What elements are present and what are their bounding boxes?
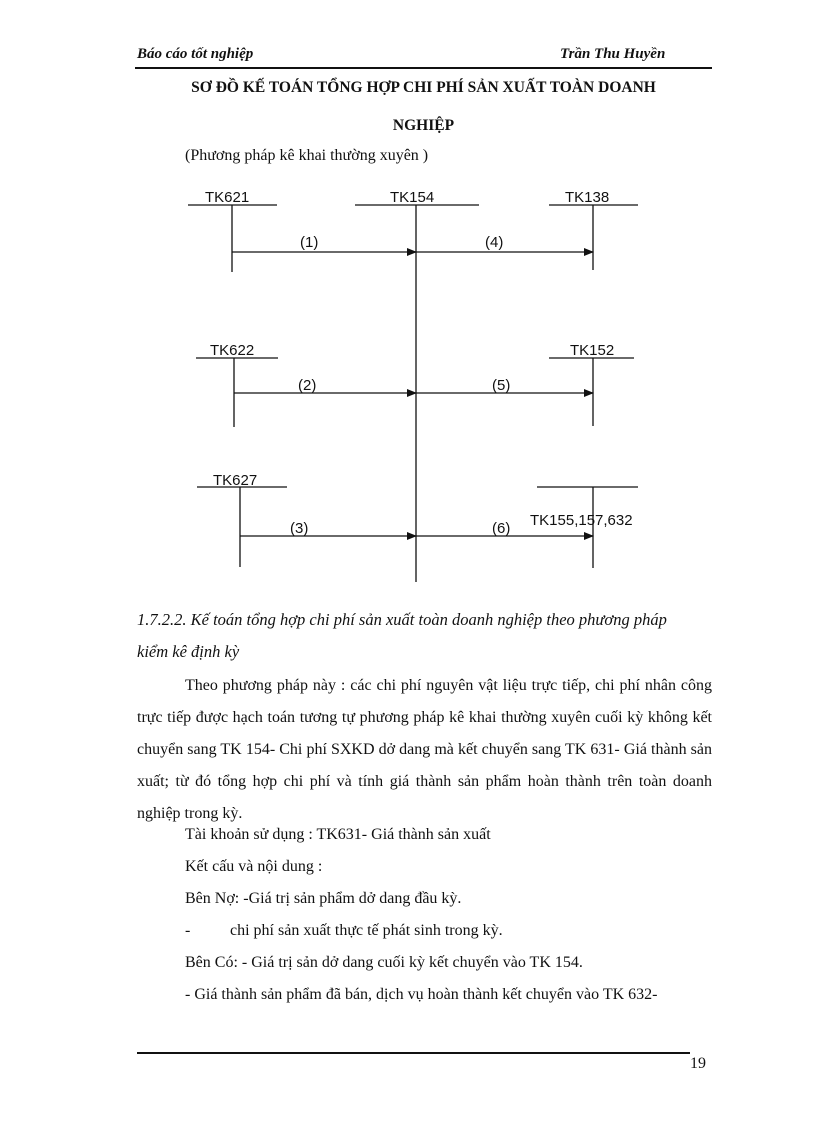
section-heading-line1: 1.7.2.2. Kế toán tổng hợp chi phí sản xuất toàn doanh nghiệp theo phương pháp — [137, 610, 667, 629]
tk152-label: TK152 — [570, 342, 615, 359]
body-paragraph: Theo phương pháp này : các chi phí nguyên vật liệu trực tiếp, chi phí nhân công trực tiếp được hạch toán tương tự phương pháp kê khai thường xuyên cuối kỳ không kết chuyển sang TK 154- Chi phí SXKD dở dang mà kết chuyển sang TK 631- Giá thành sản xuất; từ đó tổng hợp chi phí và tính giá thành sản phẩm hoàn thành trên toàn doanh nghiệp trong kỳ. — [137, 677, 712, 822]
debit-item-text: chi phí sản xuất thực tế phát sinh trong kỳ. — [230, 922, 503, 939]
debit-line: Bên Nợ: -Giá trị sản phẩm dở dang đầu kỳ. — [185, 890, 462, 907]
diagram-title-line1: SƠ ĐỒ KẾ TOÁN TỔNG HỢP CHI PHÍ SẢN XUẤT TOÀN DOANH — [191, 79, 656, 96]
credit-line: Bên Có: - Giá trị sản dở dang cuối kỳ kết chuyển vào TK 154. — [185, 954, 583, 971]
tk621-label: TK621 — [205, 189, 250, 206]
header-report-title: Báo cáo tốt nghiệp — [137, 46, 254, 62]
page-number: 19 — [690, 1055, 706, 1072]
debit-item-dash: - — [185, 922, 191, 939]
flow-4-label: (4) — [485, 234, 504, 251]
tk622-label: TK622 — [210, 342, 255, 359]
tk155-157-632-label: TK155,157,632 — [530, 512, 633, 529]
header-author: Trần Thu Huyền — [560, 46, 666, 62]
account-used-line: Tài khoản sử dụng : TK631- Giá thành sản xuất — [185, 826, 491, 843]
footer-divider — [137, 1052, 690, 1054]
diagram-title-line2: NGHIỆP — [392, 117, 455, 134]
flow-2-label: (2) — [298, 377, 317, 394]
section-heading-line2: kiểm kê định kỳ — [137, 642, 240, 661]
tk138-label: TK138 — [565, 189, 610, 206]
section-heading — [137, 604, 712, 668]
diagram-subtitle: (Phương pháp kê khai thường xuyên ) — [185, 147, 429, 164]
structure-line: Kết cấu và nội dung : — [185, 858, 323, 875]
flow-1-label: (1) — [300, 234, 319, 251]
flow-5-label: (5) — [492, 377, 511, 394]
flow-3-label: (3) — [290, 520, 309, 537]
credit-item-line: - Giá thành sản phẩm đã bán, dịch vụ hoàn thành kết chuyển vào TK 632- — [185, 986, 658, 1003]
tk627-label: TK627 — [213, 472, 258, 489]
flow-6-label: (6) — [492, 520, 511, 537]
tk154-label: TK154 — [390, 189, 435, 206]
